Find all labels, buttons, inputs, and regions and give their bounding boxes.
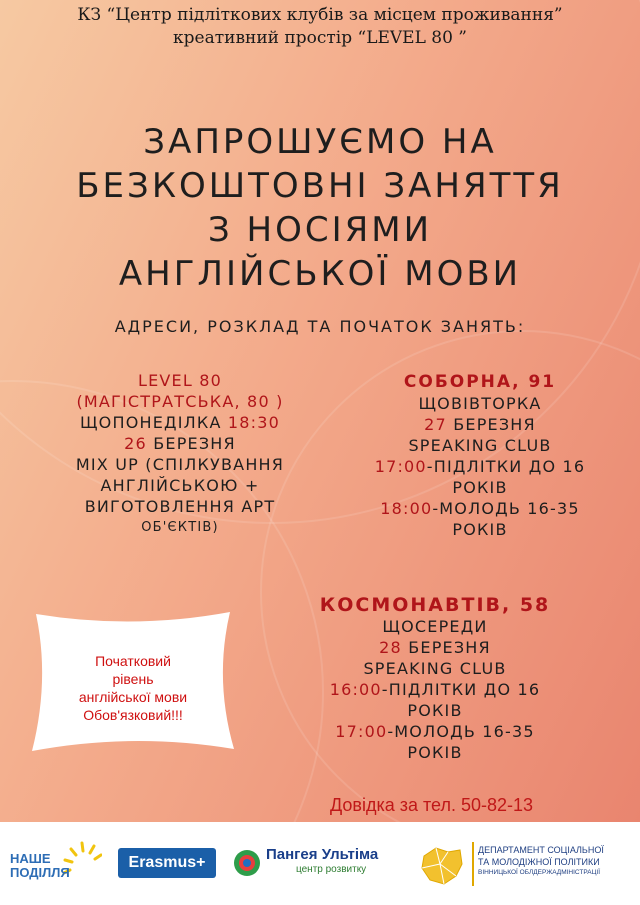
nashe-podillia-logo bbox=[10, 840, 105, 890]
region-map-icon bbox=[418, 842, 466, 890]
poster-title bbox=[0, 120, 640, 296]
description-line: MIX UP (СПІЛКУВАННЯ bbox=[75, 455, 285, 474]
note-line: рівень bbox=[112, 671, 154, 687]
globe-icon bbox=[232, 848, 262, 878]
logo-text: ПОДІЛЛЯ bbox=[10, 865, 70, 880]
location-name: LEVEL 80 bbox=[137, 371, 223, 390]
title-line: ЗАПРОШУЄМО НА bbox=[143, 122, 497, 162]
logo-text: ВІННИЦЬКОЇ ОБЛДЕРЖАДМІНІСТРАЦІЇ bbox=[478, 869, 601, 876]
department-logo bbox=[418, 840, 633, 895]
group-label: -ПІДЛІТКИ ДО 16 bbox=[381, 680, 541, 699]
group-line bbox=[330, 456, 630, 477]
logo-text: Пангея Ультіма bbox=[266, 846, 379, 863]
date-number: 28 bbox=[379, 638, 402, 657]
erasmus-logo bbox=[118, 848, 216, 878]
location-left bbox=[20, 370, 340, 538]
title-line: АНГЛІЙСЬКОЇ МОВИ bbox=[118, 254, 522, 294]
date-number: 26 bbox=[124, 434, 147, 453]
logo-text: центр розвитку bbox=[296, 864, 367, 875]
time-label: 17:00 bbox=[374, 457, 427, 476]
group-line: РОКІВ bbox=[452, 478, 508, 497]
day-label: ЩОСЕРЕДИ bbox=[382, 617, 488, 636]
date-month: БЕРЕЗНЯ bbox=[408, 638, 491, 657]
club-label: SPEAKING CLUB bbox=[363, 659, 507, 678]
note-line: англійської мови bbox=[78, 689, 188, 705]
location-bottom bbox=[270, 595, 600, 763]
location-name: КОСМОНАВТІВ, 58 bbox=[319, 594, 551, 616]
date-line bbox=[330, 414, 630, 435]
day-label: ЩОВІВТОРКА bbox=[418, 394, 542, 413]
group-line: РОКІВ bbox=[452, 520, 508, 539]
group-line: РОКІВ bbox=[407, 743, 463, 762]
time-label: 16:00 bbox=[329, 680, 382, 699]
date-line bbox=[270, 637, 600, 658]
day-label: ЩОПОНЕДІЛКА bbox=[79, 413, 222, 432]
group-line bbox=[270, 679, 600, 700]
pangea-ultima-logo bbox=[232, 846, 397, 884]
logo-text: ТА МОЛОДІЖНОЇ ПОЛІТИКИ bbox=[478, 857, 600, 867]
description-line: ВИГОТОВЛЕННЯ АРТ bbox=[84, 497, 276, 516]
schedule-subtitle: АДРЕСИ, РОЗКЛАД ТА ПОЧАТОК ЗАНЯТЬ: bbox=[114, 317, 526, 336]
note-line: Обов'язковий!!! bbox=[83, 707, 183, 723]
time-label: 18:30 bbox=[227, 413, 281, 432]
location-address: (МАГІСТРАТСЬКА, 80 ) bbox=[76, 392, 284, 411]
group-label: -МОЛОДЬ 16-35 bbox=[387, 722, 535, 741]
schedule-line bbox=[20, 412, 340, 433]
logo-text: ДЕПАРТАМЕНТ СОЦІАЛЬНОЇ bbox=[478, 845, 604, 855]
group-label: -МОЛОДЬ 16-35 bbox=[432, 499, 580, 518]
note-text bbox=[28, 652, 238, 724]
time-label: 18:00 bbox=[380, 499, 433, 518]
date-line bbox=[20, 433, 340, 454]
header-line: КЗ “Центр підліткових клубів за місцем проживання” bbox=[77, 5, 563, 25]
description-line: ОБ'ЄКТІВ) bbox=[141, 520, 219, 535]
group-line bbox=[270, 721, 600, 742]
note-line: Початковий bbox=[95, 653, 171, 669]
group-line bbox=[330, 498, 630, 519]
location-right bbox=[330, 372, 630, 540]
club-label: SPEAKING CLUB bbox=[408, 436, 552, 455]
phone-info: Довідка за тел. 50-82-13 bbox=[330, 795, 534, 815]
location-name: СОБОРНА, 91 bbox=[403, 372, 557, 392]
date-month: БЕРЕЗНЯ bbox=[153, 434, 236, 453]
date-number: 27 bbox=[424, 415, 447, 434]
organizer-header bbox=[0, 4, 640, 50]
group-label: -ПІДЛІТКИ ДО 16 bbox=[426, 457, 586, 476]
logo-text: Erasmus+ bbox=[128, 854, 206, 871]
header-line: креативний простір “LEVEL 80 ” bbox=[173, 28, 467, 48]
requirement-note bbox=[28, 608, 238, 753]
title-line: З НОСІЯМИ bbox=[207, 210, 433, 250]
partner-logos bbox=[0, 822, 640, 905]
group-line: РОКІВ bbox=[407, 701, 463, 720]
title-line: БЕЗКОШТОВНІ ЗАНЯТТЯ bbox=[76, 166, 564, 206]
description-line: АНГЛІЙСЬКОЮ + bbox=[100, 476, 260, 495]
date-month: БЕРЕЗНЯ bbox=[453, 415, 536, 434]
time-label: 17:00 bbox=[335, 722, 388, 741]
logo-text: НАШЕ bbox=[10, 851, 51, 866]
